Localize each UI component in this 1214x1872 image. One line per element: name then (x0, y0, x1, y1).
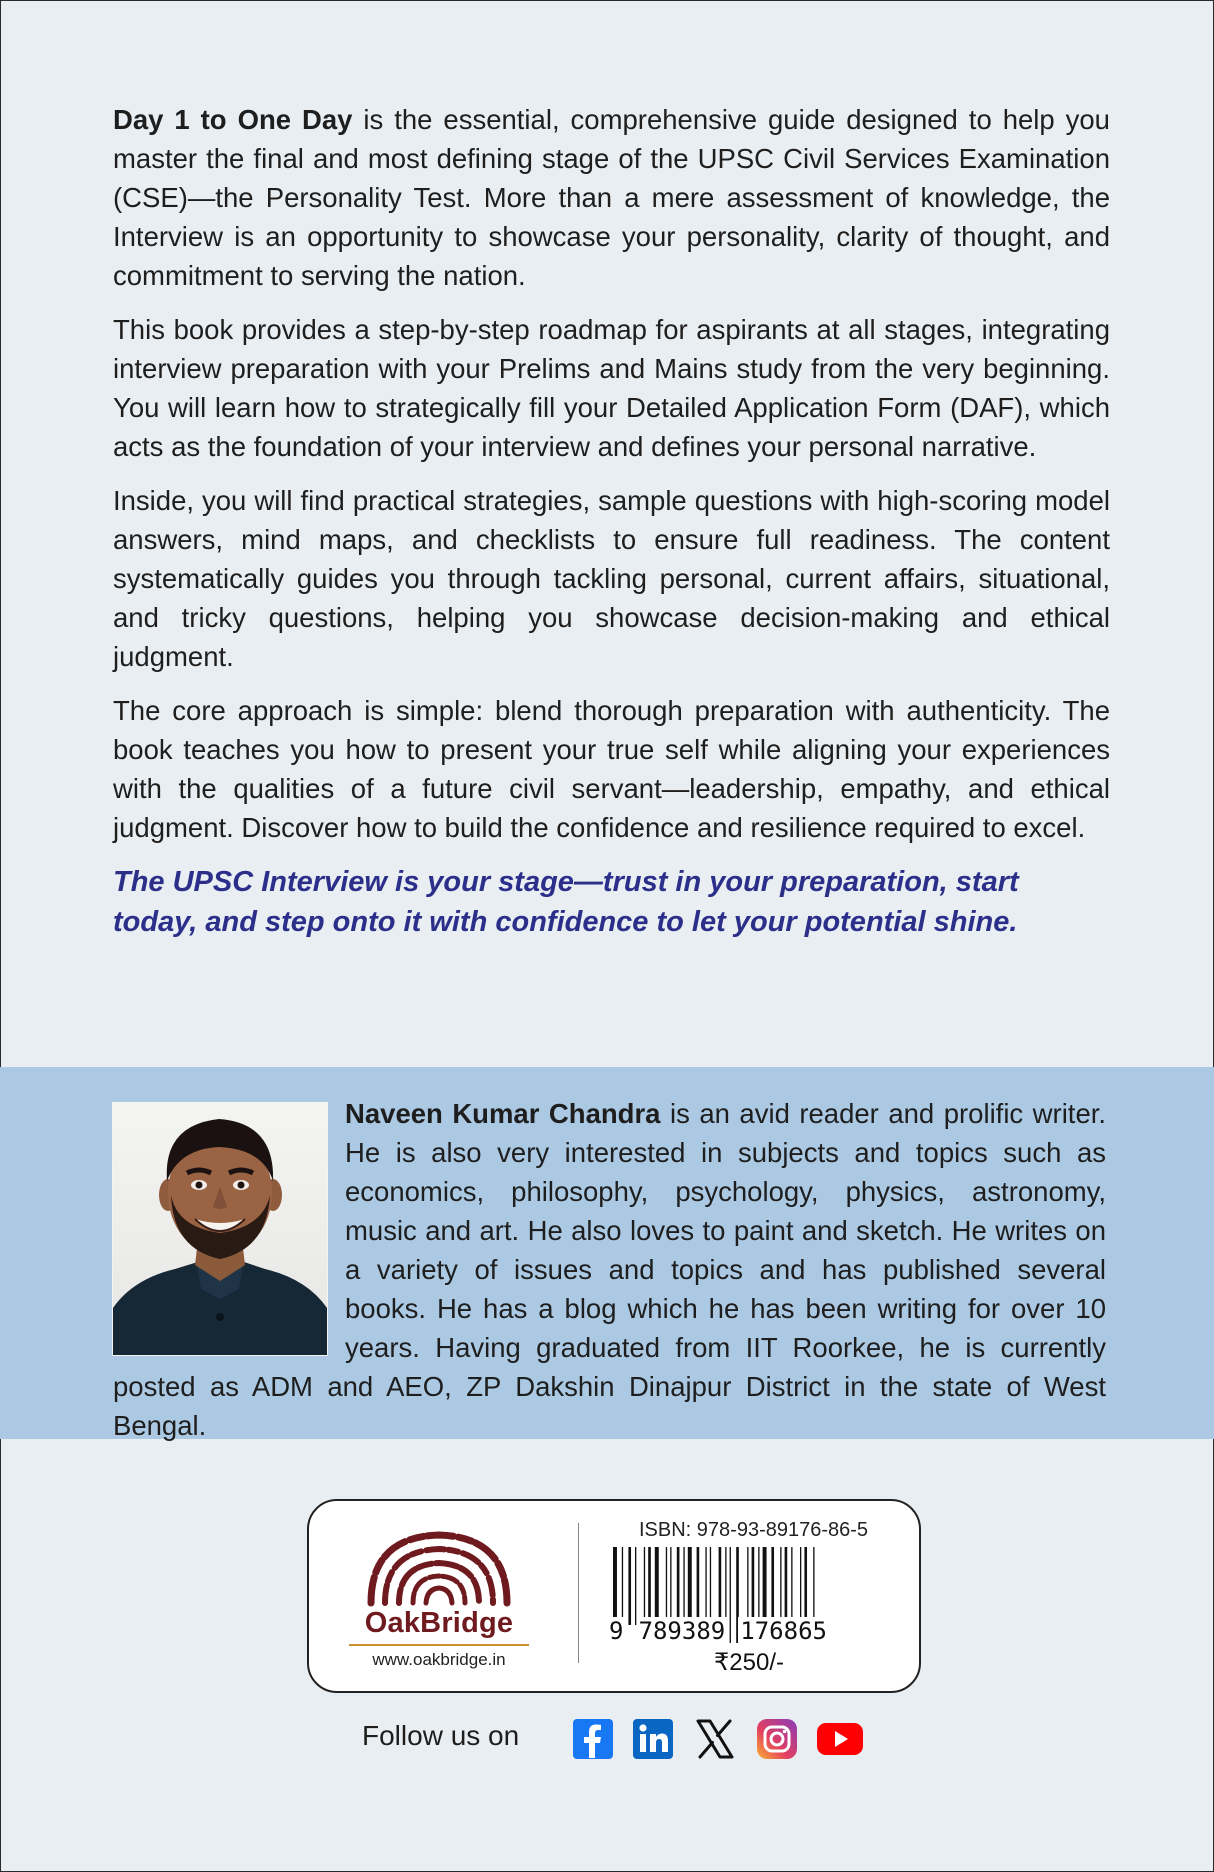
barcode-digits (607, 1617, 829, 1645)
barcode-bar (785, 1547, 788, 1625)
blurb-paragraph-2: This book provides a step-by-step roadmap for aspirants at all stages, integrating interview preparation with your Prelims and Mains study from the very beginning. You will learn how to strategically fill your Detailed Application Form (DAF), which acts as the foundation of your interview and defines your personal narrative. (113, 314, 1110, 462)
price: ₹250/- (714, 1649, 784, 1676)
author-bio-text: is an avid reader and prolific writer. He is also very interested in subjects and topics such as economics, philosophy, psychology, physics, astronomy, music and art. He also loves to paint and sketch. He writes on a variety of issues and topics and has published several books. He has a blog which he has been writing for over 10 years. Having graduated from IIT Roorkee, he is currently posted as ADM and AEO, ZP Dakshin Dinajpur District in the state of West Bengal. (113, 1098, 1107, 1441)
barcode-bar (648, 1547, 651, 1625)
isbn-number: ISBN: 978-93-89176-86-5 (639, 1519, 869, 1541)
barcode-bar (705, 1547, 706, 1625)
x-icon[interactable] (694, 1718, 736, 1760)
barcode-bar (644, 1547, 645, 1625)
tagline: The UPSC Interview is your stage—trust in your preparation, start today, and step onto it with confidence to let your potential shine. (113, 866, 1019, 938)
barcode-digit-group: 789389 (638, 1617, 726, 1645)
follow-us-label: Follow us on (362, 1720, 520, 1751)
barcode-bar (771, 1547, 774, 1625)
barcode-bar (747, 1547, 748, 1625)
publisher-underline (349, 1644, 529, 1646)
barcode-digit-group: 176865 (740, 1617, 827, 1645)
blurb-paragraph-1 (113, 100, 1110, 295)
barcode-bar (719, 1547, 722, 1625)
barcode-digit-group: 9 (609, 1617, 624, 1645)
barcode-bar (655, 1547, 659, 1625)
barcode-bar (752, 1547, 755, 1625)
blurb-paragraph-1-text: is the essential, comprehensive guide designed to help you master the final and most defining stage of the UPSC Civil Services Examination (CSE)—the Personality Test. More than a mere assessment of knowledge, the Interview is an opportunity to showcase your personality, clarity of thought, and commitment to serving the nation. (113, 104, 1110, 291)
barcode-bar (697, 1547, 700, 1625)
oak-rings-icon (349, 1523, 529, 1607)
author-bio (113, 1094, 1106, 1445)
instagram-icon[interactable] (756, 1718, 798, 1760)
barcode-bar (725, 1547, 726, 1625)
barcode-bar (800, 1547, 801, 1625)
publisher-website[interactable]: www.oakbridge.in (372, 1650, 506, 1669)
author-name: Naveen Kumar Chandra (345, 1098, 661, 1129)
publisher-name: OakBridge (364, 1607, 514, 1639)
barcode-bar (628, 1547, 631, 1625)
linkedin-icon[interactable] (632, 1718, 674, 1760)
barcode-bar (780, 1547, 781, 1625)
imprint-box (307, 1499, 921, 1693)
barcode-bar (677, 1547, 680, 1625)
blurb (113, 100, 1110, 942)
barcode-bar (710, 1547, 711, 1625)
publisher-logo (349, 1523, 529, 1673)
book-title: Day 1 to One Day (113, 104, 353, 135)
youtube-icon[interactable] (816, 1718, 864, 1760)
blurb-paragraph-4: The core approach is simple: blend thorough preparation with authenticity. The book teaches you how to present your true self while aligning your experiences with the qualities of a future civil servant—leadership, empathy, and ethical judgment. Discover how to build the confidence and resilience required to excel. (113, 695, 1110, 843)
barcode-bar (666, 1547, 667, 1625)
barcode-bar (791, 1547, 792, 1625)
imprint-divider (578, 1523, 579, 1663)
photo-spacer (113, 1094, 345, 1365)
facebook-icon[interactable] (572, 1718, 614, 1760)
barcode-bar (683, 1547, 684, 1625)
barcode-bar (688, 1547, 692, 1625)
barcode-bar (763, 1547, 767, 1625)
barcode-bar (804, 1547, 807, 1625)
blurb-paragraph-3: Inside, you will find practical strategies, sample questions with high-scoring model answers, mind maps, and checklists to ensure full readiness. The content systematically guides you through tackling personal, current affairs, situational, and tricky questions, helping you showcase decision-making and ethical judgment. (113, 485, 1110, 672)
barcode-bar (635, 1547, 636, 1625)
barcode-bar (758, 1547, 759, 1625)
barcode-bar (670, 1547, 671, 1625)
barcode-bar (813, 1547, 814, 1625)
